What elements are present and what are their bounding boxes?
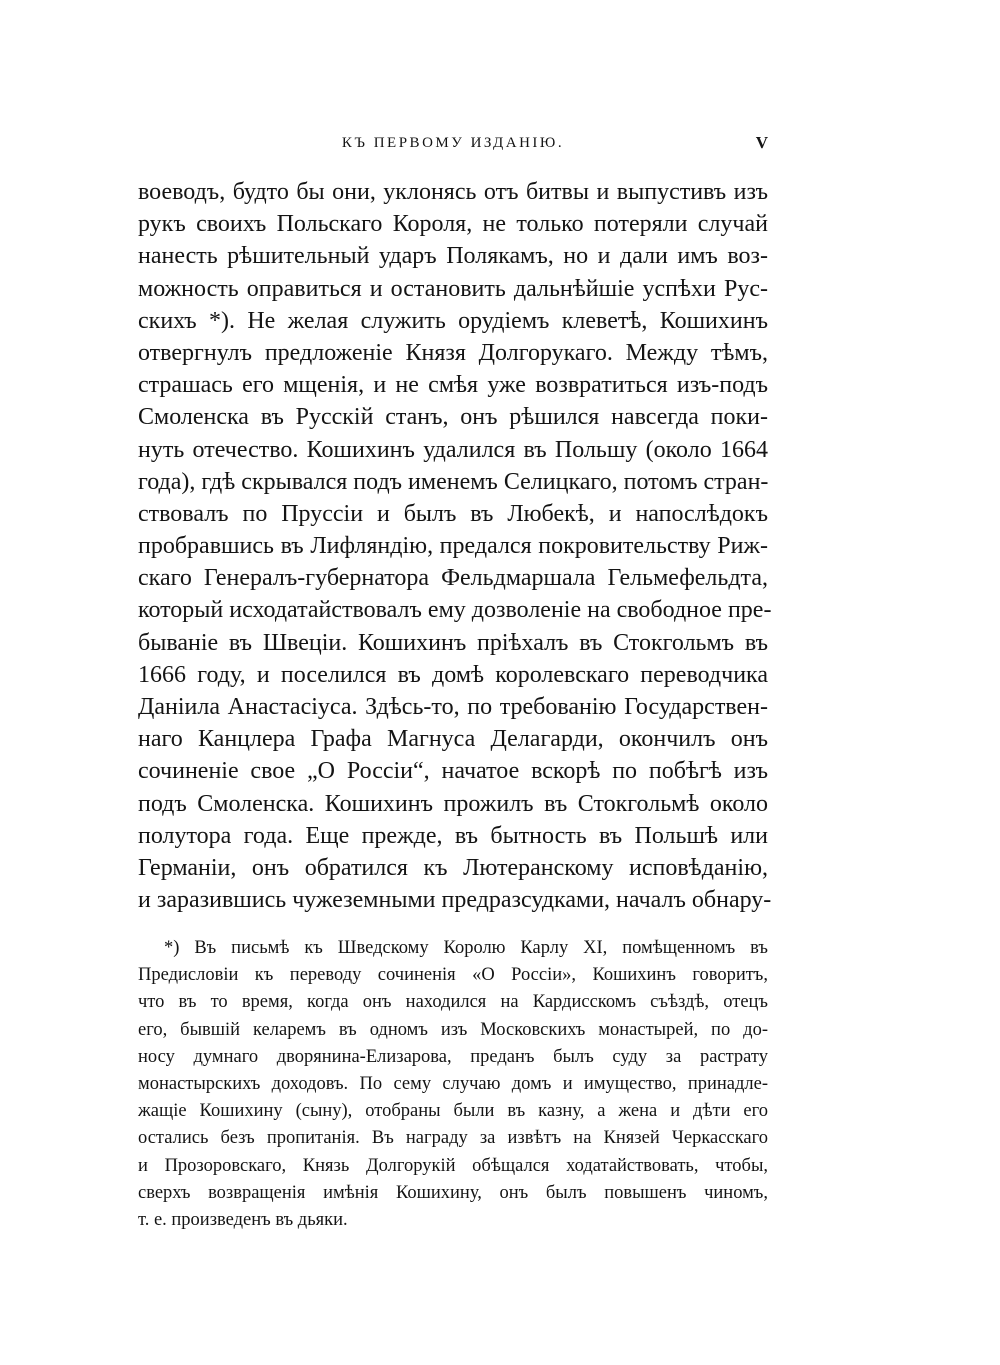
page-number: V [755,133,768,152]
text-line: подъ Смоленска. Кошихинъ прожилъ въ Стокгольмѣ около [138,790,768,817]
text-line: 1666 году, и поселился въ домѣ королевскаго переводчика [138,661,768,688]
text-line: отвергнулъ предложеніе Князя Долгорукаго. Между тѣмъ, [138,339,768,366]
footnote-line: что въ то время, когда онъ находился на Кардисскомъ съѣздѣ, отецъ [138,992,768,1013]
footnote-line: монастырскихъ доходовъ. По сему случаю домъ и имущество, принадле- [138,1073,768,1094]
text-line: и заразившись чужеземными предразсудками, началъ обнару- [138,887,772,914]
text-line: наго Канцлера Графа Магнуса Делагарди, окончилъ онъ [138,726,768,753]
text-line: воеводъ, будто бы они, уклонясь отъ битвы и выпустивъ изъ [138,179,768,205]
text-line: бываніе въ Швеціи. Кошихинъ пріѣхалъ въ Стокгольмъ въ [138,629,768,656]
footnote-line: сверхъ возвращенія имѣнія Кошихину, онъ былъ повышенъ чиномъ, [138,1182,768,1203]
text-line: рукъ своихъ Польскаго Короля, не только потеряли случай [138,211,768,238]
text-line: ствовалъ по Пруссіи и былъ въ Любекѣ, и напослѣдокъ [138,500,768,527]
text-line: Германіи, онъ обратился къ Лютеранскому исповѣданію, [138,854,768,881]
footnote-line: его, бывшій келаремъ въ одномъ изъ Московскихъ монастырей, по до- [138,1019,768,1040]
text-line: скаго Генералъ-губернатора Фельдмаршала Гельмефельдта, [138,565,768,592]
footnote-line: и Прозоровскаго, Князь Долгорукій обѣщался ходатайствовать, чтобы, [138,1155,768,1176]
text-line: полутора года. Еще прежде, въ бытность въ Польшѣ или [138,822,768,849]
text-line: года), гдѣ скрывался подъ именемъ Селицкаго, потомъ стран- [138,468,769,495]
footnote-line: Предисловіи къ переводу сочиненія «О Россіи», Кошихинъ говоритъ, [138,965,768,986]
footnote-line: *) Въ письмѣ къ Шведскому Королю Карлу XI, помѣщенномъ въ [164,938,768,958]
main-text [138,176,772,916]
running-title: КЪ ПЕРВОМУ ИЗДАНІЮ. [341,135,565,151]
text-line: страшась его мщенія, и не смѣя уже возвратиться изъ-подъ [138,372,768,399]
text-line: который исходатайствовалъ ему дозволеніе на свободное пре- [138,597,772,624]
text-line: пробравшись въ Лифляндію, предался покровительству Риж- [138,533,768,560]
footnote-line: остались безъ пропитанія. Въ награду за извѣтъ на Князей Черкасскаго [138,1128,768,1149]
footnote-line: т. е. произведенъ въ дьяки. [138,1209,348,1230]
text-line: можность оправиться и остановить дальнѣйшіе успѣхи Рус- [138,275,768,302]
text-line: Смоленска въ Русскій станъ, онъ рѣшился навсегда поки- [138,404,768,431]
text-line: сочиненіе свое „О Россіи“, начатое вскорѣ по побѣгѣ изъ [138,758,768,785]
text-line: скихъ *). Не желая служить орудіемъ клеветѣ, Кошихинъ [138,307,768,334]
text-line: нанесть рѣшительный ударъ Полякамъ, но и дали имъ воз- [138,243,768,270]
text-line: нуть отечество. Кошихинъ удалился въ Польшу (около 1664 [138,436,768,463]
footnote-line: жащіе Кошихину (сыну), отобраны были въ казну, а жена и дѣти его [138,1101,768,1122]
footnote [138,935,768,1234]
text-line: Даніила Анастасіуса. Здѣсь-то, по требованію Государствен- [138,694,768,720]
running-header [138,131,768,155]
footnote-line: носу думнаго дворянина-Елизарова, преданъ былъ суду за растрату [138,1046,768,1067]
